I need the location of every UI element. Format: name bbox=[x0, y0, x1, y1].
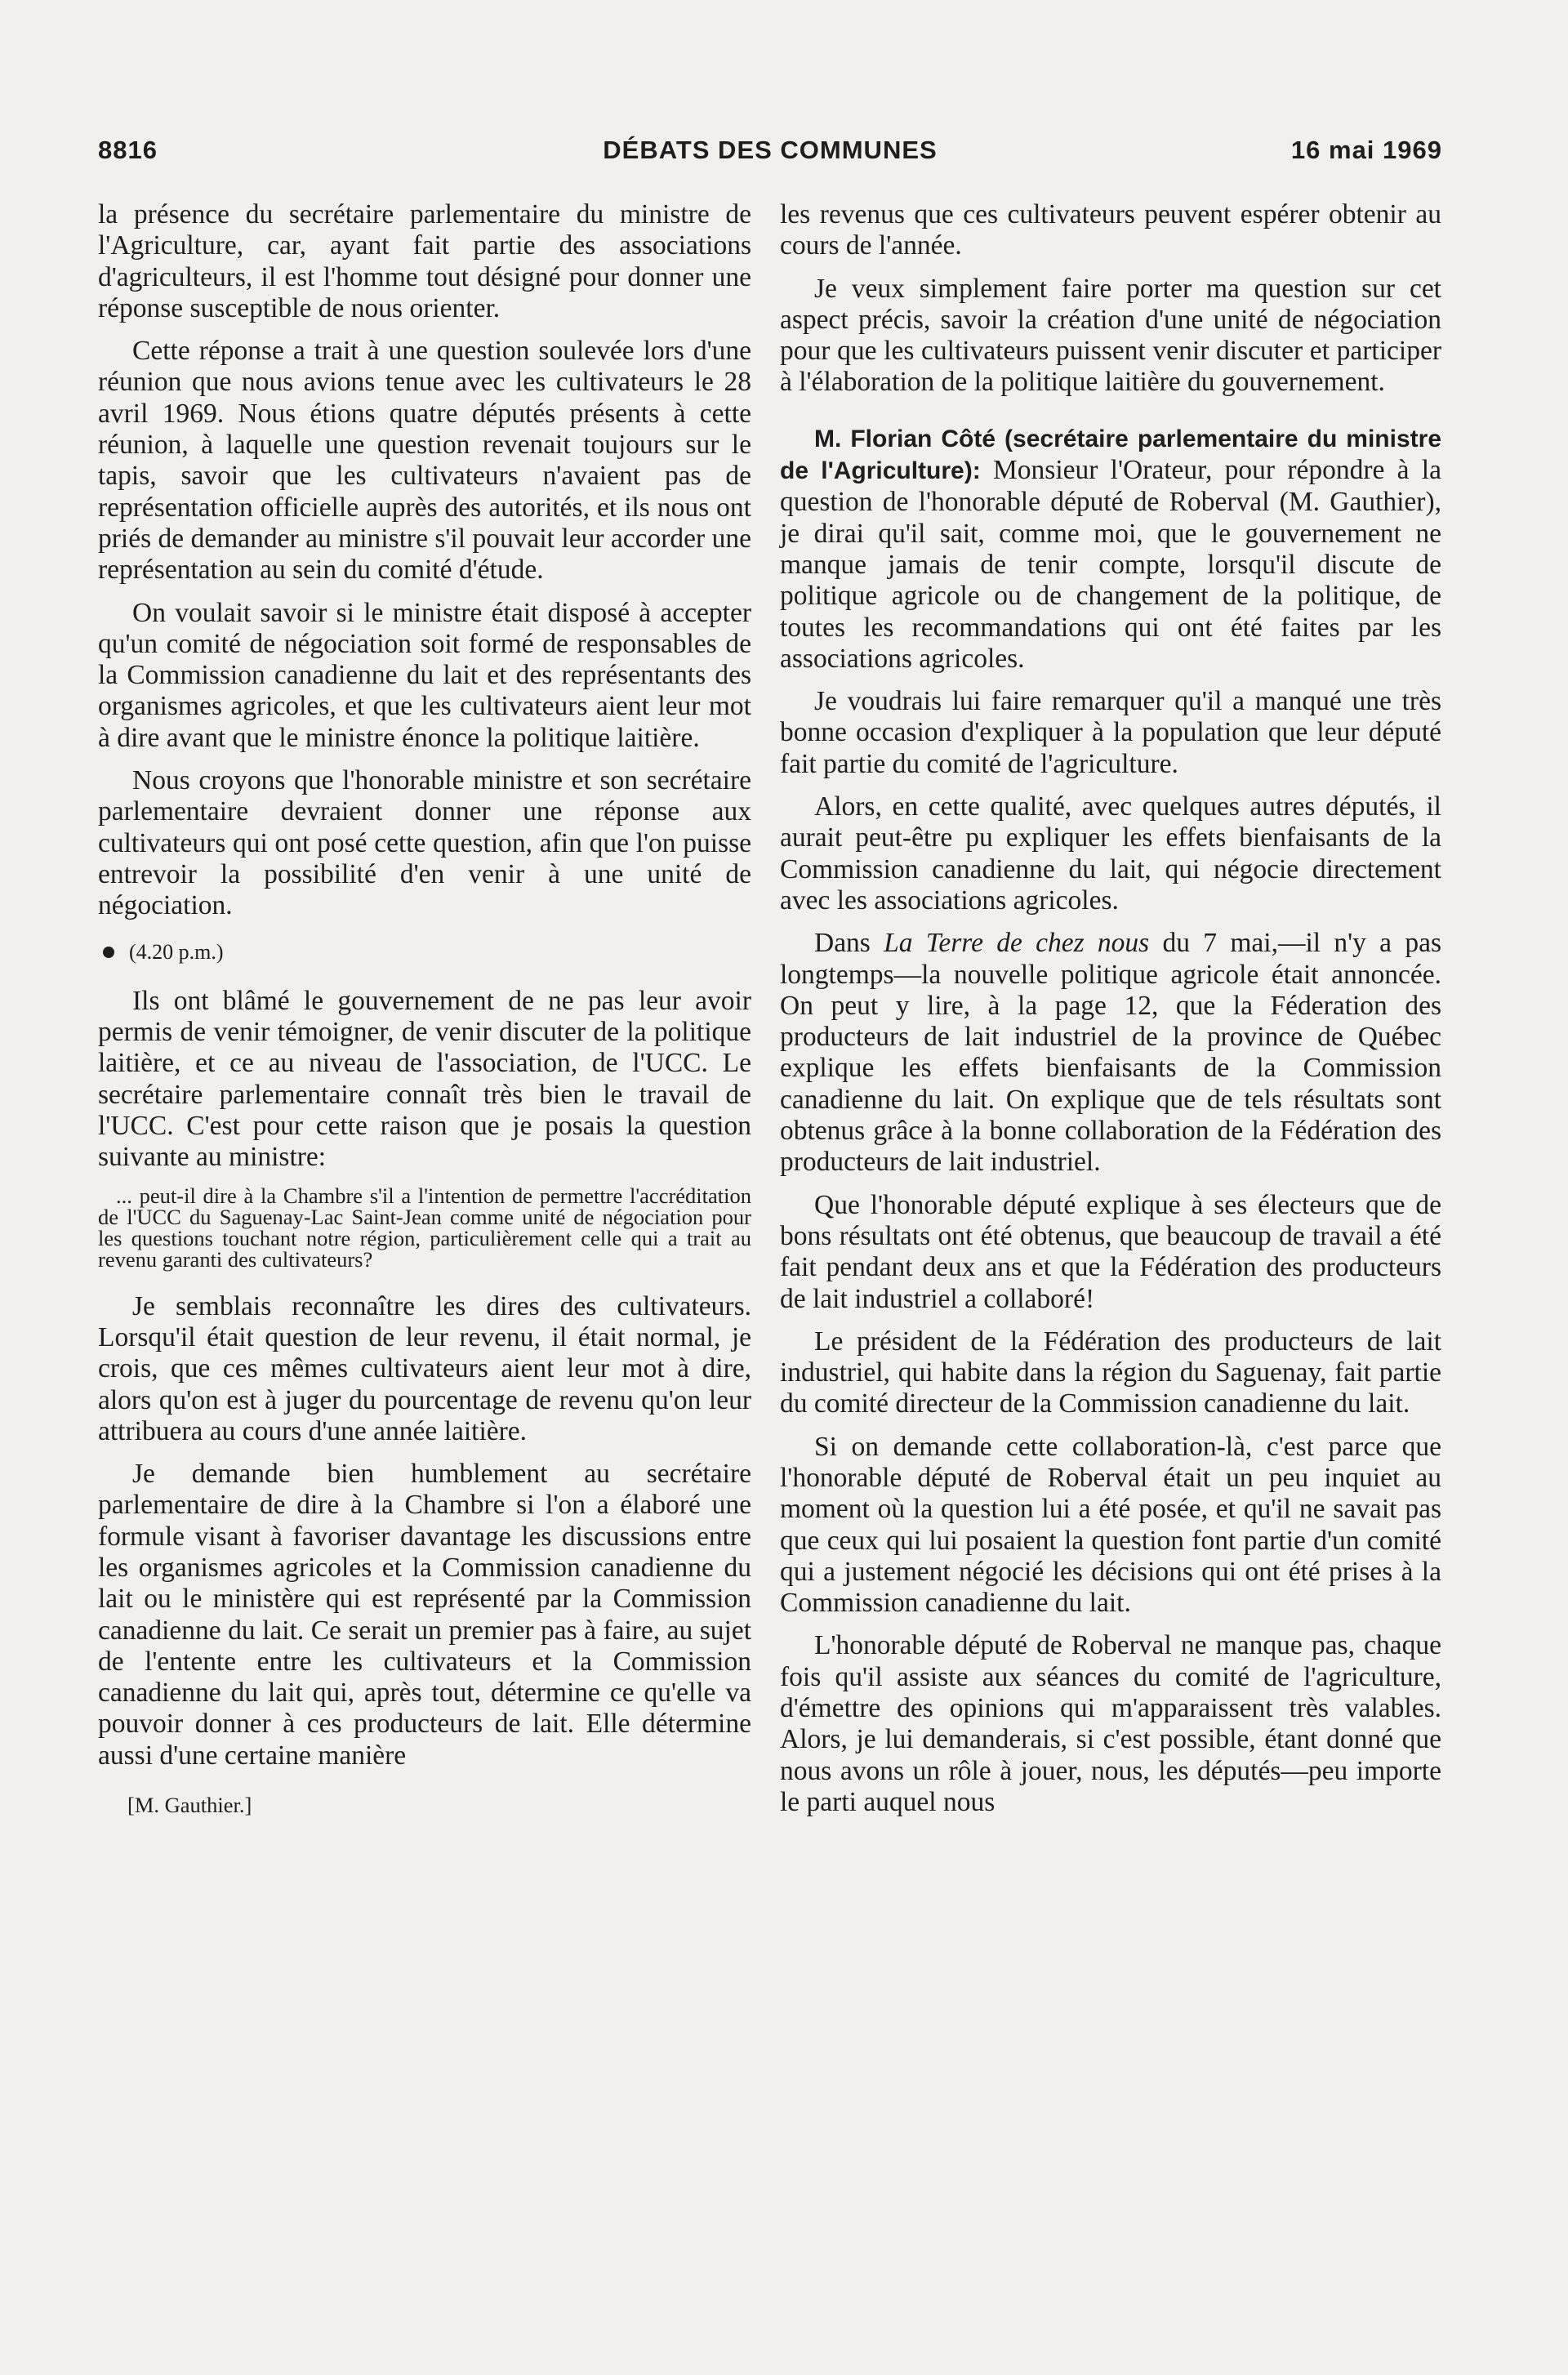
paragraph-text: Dans bbox=[814, 928, 884, 959]
paragraph: Ils ont blâmé le gouvernement de ne pas leur avoir permis de venir témoigner, de venir discuter de la politique laitière, et ce au niveau de l'association, de l'UCC. Le secrétaire parlementaire connaît très bien le travail de l'UCC. C'est pour cette raison que je posais la question suivante au ministre: bbox=[98, 985, 751, 1173]
paragraph: Nous croyons que l'honorable ministre et son secrétaire parlementaire devraient donner une réponse aux cultivateurs qui ont posé cette question, afin que l'on puisse entrevoir la possibilité d'en venir à une unité de négociation. bbox=[98, 765, 751, 921]
paragraph: la présence du secrétaire parlementaire du ministre de l'Agriculture, car, ayant fait partie des associations d'agriculteurs, il est l'homme tout désigné pour donner une réponse susceptible de nous orienter. bbox=[98, 199, 751, 323]
paragraph: Je semblais reconnaître les dires des cultivateurs. Lorsqu'il était question de leur revenu, il était normal, je crois, que ces mêmes cultivateurs aient leur mot à dire, alors qu'on est à juger du pourcentage de revenu qu'on leur attribuera au cours d'une année laitière. bbox=[98, 1290, 751, 1446]
page-header bbox=[98, 136, 1442, 172]
paragraph: Que l'honorable député explique à ses électeurs que de bons résultats ont été obtenus, que beaucoup de travail a été fait pendant deux ans et que la Fédération des producteurs de lait industriel a collaboré! bbox=[780, 1189, 1441, 1314]
page-date: 16 mai 1969 bbox=[1290, 136, 1442, 164]
left-column bbox=[98, 199, 751, 1832]
paragraph: Je voudrais lui faire remarquer qu'il a manqué une très bonne occasion d'expliquer à la population que leur député fait partie du comité de l'agriculture. bbox=[780, 686, 1441, 779]
right-column bbox=[780, 199, 1441, 1829]
paragraph bbox=[780, 928, 1441, 1178]
paragraph: Je demande bien humblement au secrétaire parlementaire de dire à la Chambre si l'on a élaboré une formule visant à favoriser davantage les discussions entre les organismes agricoles et la Commission canadienne du lait ou le ministère qui est représenté par la Commission canadienne du lait. Ce serait un premier pas à faire, au sujet de l'entente entre les cultivateurs et la Commission canadienne du lait qui, après tout, détermine ce qu'elle va pouvoir donner à ces producteurs de lait. Elle détermine aussi d'une certaine manière bbox=[98, 1459, 751, 1771]
paragraph: Cette réponse a trait à une question soulevée lors d'une réunion que nous avions tenue avec les cultivateurs le 28 avril 1969. Nous étions quatre députés présents à cette réunion, à laquelle une question revenait toujours sur le tapis, savoir que les cultivateurs n'avaient pas de représentation officielle auprès des autorités, et ils nous ont priés de demander au ministre s'il pouvait leur accorder une représentation au sein du comité d'étude. bbox=[98, 336, 751, 586]
bullet-icon bbox=[103, 947, 114, 958]
page-title: DÉBATS DES COMMUNES bbox=[603, 136, 938, 164]
paragraph: les revenus que ces cultivateurs peuvent espérer obtenir au cours de l'année. bbox=[780, 199, 1441, 261]
time-marker bbox=[98, 937, 751, 968]
page-number: 8816 bbox=[98, 136, 158, 164]
speaker-footer: [M. Gauthier.] bbox=[127, 1793, 252, 1818]
time-marker-text: (4.20 p.m.) bbox=[129, 939, 224, 964]
publication-title: La Terre de chez nous bbox=[884, 928, 1150, 959]
paragraph-text: du 7 mai,—il n'y a pas longtemps—la nouvelle politique agricole était annoncée. On peut y lire, à la page 12, que la Féderation des producteurs de lait industriel de la province de Québec explique les effets bienfaisants de la Commission canadienne du lait. On explique que de tels résultats sont obtenus grâce à la bonne collaboration de la Fédération des producteurs de lait industriel. bbox=[780, 928, 1441, 1178]
paragraph: Je veux simplement faire porter ma question sur cet aspect précis, savoir la création d'une unité de négociation pour que les cultivateurs puissent venir discuter et participer à l'élaboration de la politique laitière du gouvernement. bbox=[780, 273, 1441, 398]
paragraph: Le président de la Fédération des producteurs de lait industriel, qui habite dans la région du Saguenay, fait partie du comité directeur de la Commission canadienne du lait. bbox=[780, 1326, 1441, 1419]
paragraph: Alors, en cette qualité, avec quelques autres députés, il aurait peut-être pu expliquer les effets bienfaisants de la Commission canadienne du lait, qui négocie directement avec les associations agricoles. bbox=[780, 791, 1441, 916]
speech-paragraph bbox=[780, 423, 1441, 675]
speaker-name: M. Florian Côté (secrétaire parlementaire du ministre de l'Agriculture): bbox=[780, 425, 1441, 485]
speech-text: Monsieur l'Orateur, pour répondre à la question de l'honorable député de Roberval (M. Gauthier), je dirai qu'il sait, comme moi, que le gouvernement ne manque jamais de tenir compte, lorsqu'il discute de politique agricole ou de changement de la politique, de toutes les recommandations qui ont été faites par les associations agricoles. bbox=[780, 455, 1441, 674]
block-quote: ... peut-il dire à la Chambre s'il a l'intention de permettre l'accréditation de l'UCC du Saguenay-Lac Saint-Jean comme unité de négociation pour les questions touchant notre région, particulièrement celle qui a trait au revenu garanti des cultivateurs? bbox=[98, 1183, 751, 1272]
paragraph: L'honorable député de Roberval ne manque pas, chaque fois qu'il assiste aux séances du comité de l'agriculture, d'émettre des opinions qui m'apparaissent très valables. Alors, je lui demanderais, si c'est possible, étant donné que nous avons un rôle à jouer, nous, les députés—peu importe le parti auquel nous bbox=[780, 1630, 1441, 1817]
paragraph: Si on demande cette collaboration-là, c'est parce que l'honorable député de Roberval était un peu inquiet au moment où la question lui a été posée, et qu'il ne savait pas que ceux qui lui posaient la question font partie d'un comité qui a justement négocié les décisions qui ont été prises à la Commission canadienne du lait. bbox=[780, 1431, 1441, 1619]
paragraph: On voulait savoir si le ministre était disposé à accepter qu'un comité de négociation soit formé de responsables de la Commission canadienne du lait et des représentants des organismes agricoles, et que les cultivateurs aient leur mot à dire avant que le ministre énonce la politique laitière. bbox=[98, 597, 751, 753]
